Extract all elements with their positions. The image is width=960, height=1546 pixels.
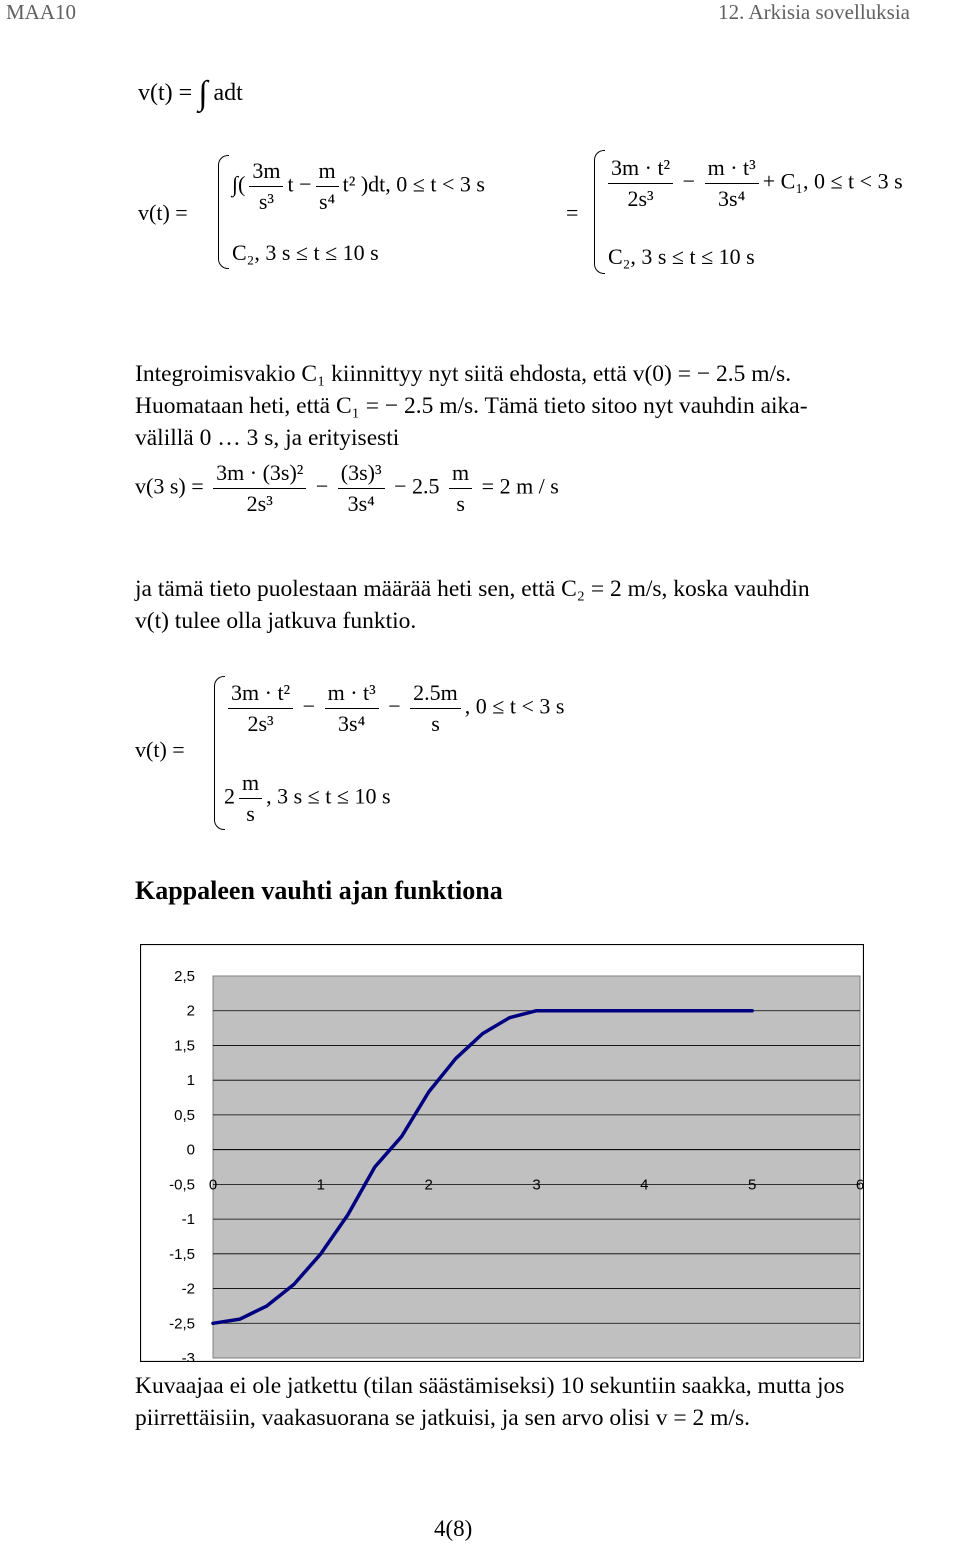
x-tick-label-0: 0 [208,1176,218,1194]
eq1-lhs: v(t) = [138,80,193,106]
y-tick-label-3: 1 [186,1072,195,1090]
y-tick-label-4: 0,5 [174,1106,195,1124]
x-tick-label-1: 1 [316,1176,326,1194]
eq2-lhs: v(t) = [138,200,188,225]
paragraph-integration-constant: Integroimisvakio C₁ kiinnittyy nyt siitä ehdosta, että v(0) = − 2.5 m/s. Huomataan heti, että C₁ = − 2.5 m/s. Tämä tieto sitoo nyt vauhdin aika-välillä 0 … 3 s, ja erityisesti [135,361,808,451]
left-brace [218,155,229,269]
velocity-chart [140,944,864,1362]
y-tick-label-1: 2 [186,1002,195,1020]
eq4-case2: 2 $\frac{m}{s}$ , 3 s ≤ t ≤ 10 s [224,770,391,826]
chart-heading: Kappaleen vauhti ajan funktiona [135,876,503,905]
y-tick-label-11: -3 [181,1350,195,1362]
header-section: 12. Arkisia sovelluksia [718,0,910,24]
eq2-result-case1: $\frac{\text{3m · t²}}{\text{2s³}}$ − $\frac{\text{m · t³}}{\text{3s⁴}}$ + C₁, 0 ≤ t < 3 s [604,155,903,212]
x-tick-label-5: 5 [747,1176,757,1194]
y-tick-label-8: -1,5 [169,1245,195,1263]
y-tick-label-0: 2,5 [174,968,195,985]
eq1-rhs: adt [213,80,243,106]
page-number: 4(8) [434,1516,473,1541]
eq4-lhs: v(t) = [135,737,185,762]
plot-area [213,976,860,1358]
y-tick-label-10: -2,5 [169,1315,195,1333]
eq2-case1: ∫( $\frac{3m}{\text{s³}}$ t − $\frac{m}{\text{s⁴}}$ t² )dt, 0 ≤ t < 3 s [232,158,485,214]
paragraph-continuity: ja tämä tieto puolestaan määrää heti sen, että C₂ = 2 m/s, koska vauhdin v(t) tulee olla jatkuva funktio. [135,576,810,634]
y-tick-label-6: -0,5 [169,1176,195,1194]
x-tick-label-2: 2 [424,1176,433,1194]
x-tick-label-3: 3 [532,1176,541,1194]
paragraph-graph-note: Kuvaajaa ei ole jatkettu (tilan säästämiseksi) 10 sekuntiin saakka, mutta jos piirrettäisiin, vaakasuorana se jatkuisi, ja sen arvo olisi v = 2 m/s. [135,1373,845,1431]
header-course: MAA10 [6,0,77,24]
y-tick-label-5: 0 [186,1141,195,1159]
equation-v-at-3s: v(3 s) = $\frac{\text{3m · (3s)²}}{\text{2s³}}$ − $\frac{\text{(3s)³}}{\text{3s⁴}}$ − 2.5 $\frac{m}{s}$ = 2 m / s [135,460,559,516]
y-tick-label-2: 1,5 [174,1037,195,1055]
eq2-case2: C₂, 3 s ≤ t ≤ 10 s [232,240,379,265]
eq2-result-case2: C₂, 3 s ≤ t ≤ 10 s [608,244,755,269]
eq4-case1: $\frac{\text{3m · t²}}{\text{2s³}}$ − $\frac{\text{m · t³}}{\text{3s⁴}}$ − $\frac{2.5m}{s}$ , 0 ≤ t < 3 s [224,680,564,737]
equation-integral [138,75,243,113]
x-tick-label-4: 4 [640,1176,649,1194]
eq2-equals: = [566,200,579,225]
integral-sign: ∫ [198,75,208,112]
y-tick-label-7: -1 [181,1211,195,1229]
y-tick-label-9: -2 [181,1280,195,1298]
x-tick-label-6: 6 [855,1176,864,1194]
